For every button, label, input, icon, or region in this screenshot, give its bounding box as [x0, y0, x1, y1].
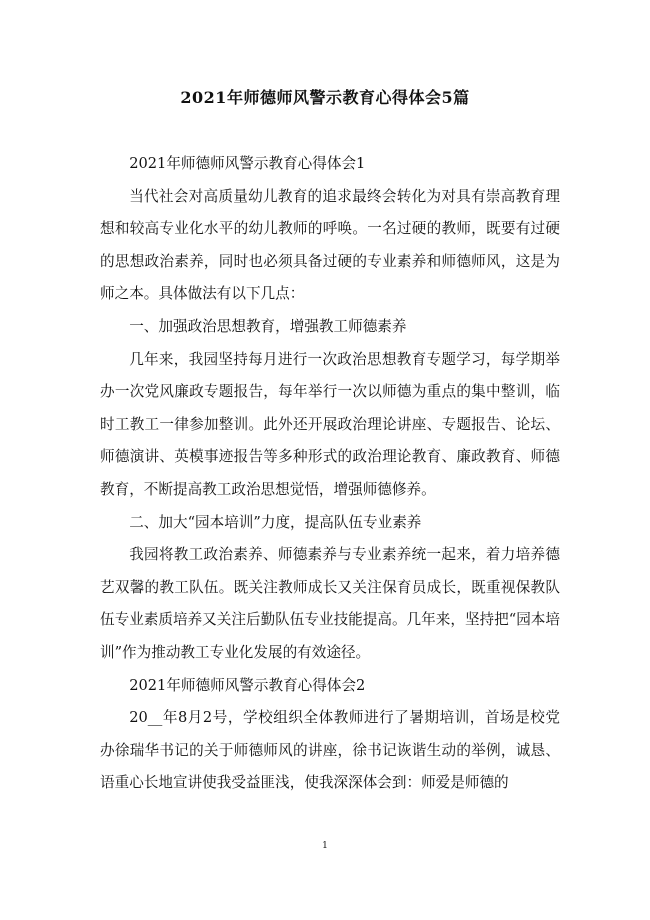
- body-paragraph: 当代社会对高质量幼儿教育的追求最终会转化为对具有崇高教育理想和较高专业化水平的幼儿教师的呼唤。一名过硬的教师，既要有过硬的思想政治素养，同时也必须具备过硬的专业素养和师德师风，这是为师之本。具体做法有以下几点：: [100, 187, 560, 303]
- document-title: 2021年师德师风警示教育心得体会5篇: [180, 88, 470, 107]
- body-paragraph: 20__年8月2号，学校组织全体教师进行了暑期培训，首场是校党办徐瑞华书记的关于师德师风的讲座，徐书记诙谐生动的举例，诚恳、语重心长地宣讲使我受益匪浅，使我深深体会到：师爱是师德的: [100, 709, 560, 792]
- page-number: 1: [322, 841, 328, 851]
- section-heading-1: 2021年师德师风警示教育心得体会1: [129, 155, 366, 172]
- subsection-heading: 一、加强政治思想教育，增强教工师德素养: [129, 317, 407, 335]
- document-body: [100, 148, 560, 800]
- subsection-heading: 二、加大“园本培训”力度，提高队伍专业素养: [129, 513, 422, 531]
- body-paragraph: 我园将教工政治素养、师德素养与专业素养统一起来，着力培养德艺双馨的教工队伍。既关注教师成长又关注保育员成长，既重视保教队伍专业素质培养又关注后勤队伍专业技能提高。几年来，坚持把“园本培训”作为推动教工专业化发展的有效途径。: [100, 546, 560, 661]
- body-paragraph: 几年来，我园坚持每月进行一次政治思想教育专题学习，每学期举办一次党风廉政专题报告，每年举行一次以师德为重点的集中整训，临时工教工一律参加整训。此外还开展政治理论讲座、专题报告、论坛、师德演讲、英模事迹报告等多种形式的政治理论教育、廉政教育、师德教育，不断提高教工政治思想觉悟，增强师德修养。: [100, 350, 560, 498]
- section-heading-2: 2021年师德师风警示教育心得体会2: [129, 676, 366, 694]
